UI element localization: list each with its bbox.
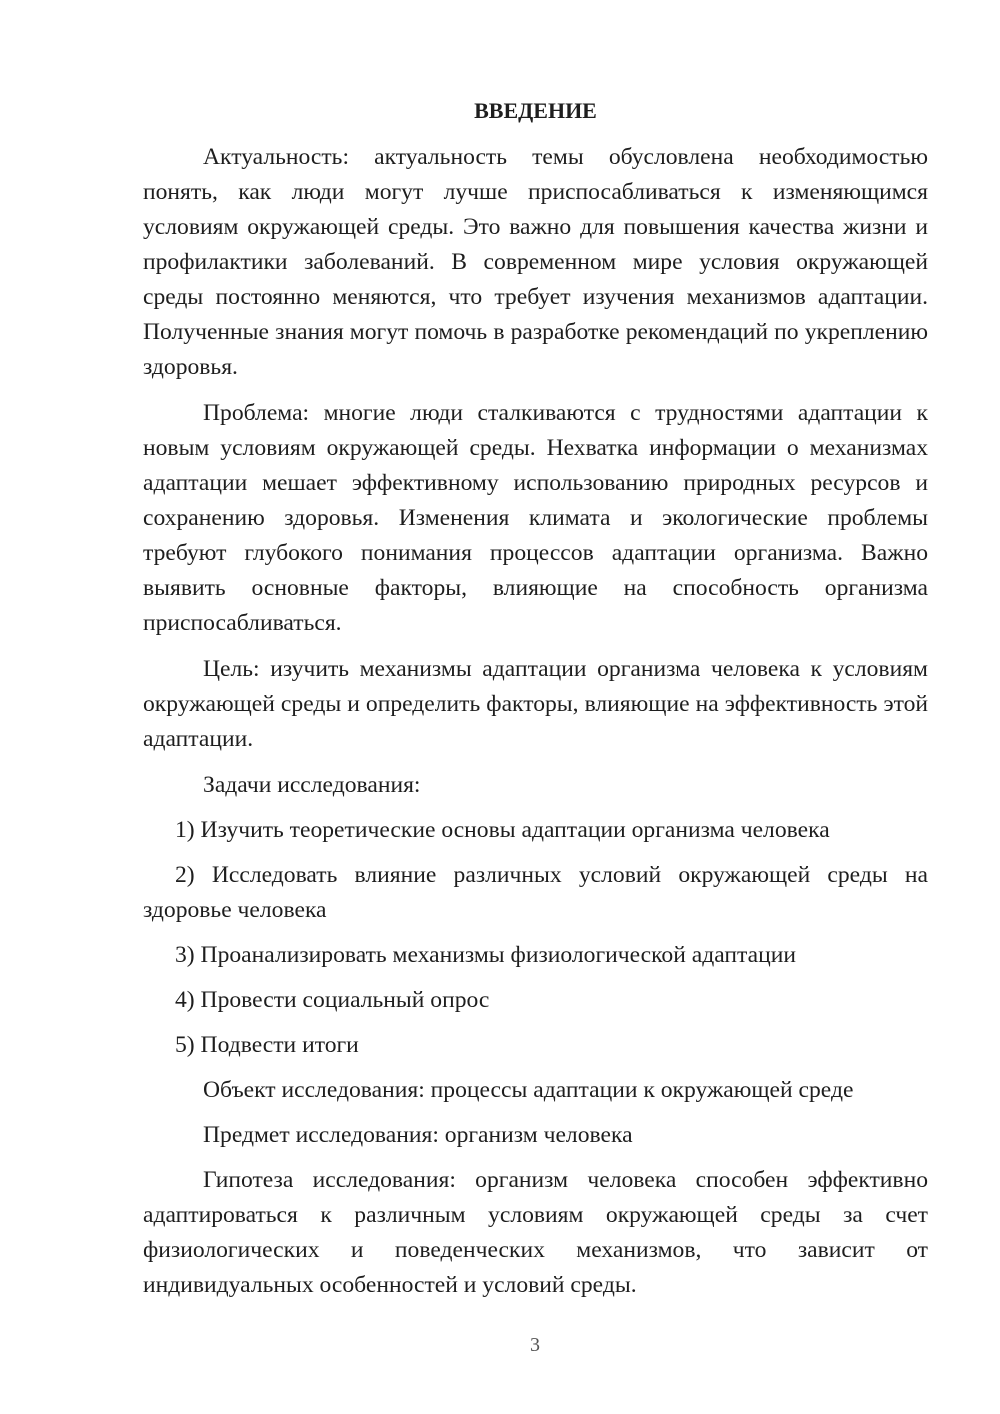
task-item: 4) Провести социальный опрос [175,987,490,1013]
relevance-paragraph: Актуальность: актуальность темы обусловлена необходимостью понять, как люди могут лучше приспосабливаться к изменяющимся условиям окружающей среды. Это важно для повышения качества жизни и профилактики заболеваний. В современном мире условия окружающей среды постоянно меняются, что требует изучения механизмов адаптации. Полученные знания могут помочь в разработке рекомендаций по укреплению здоровья. [143,144,928,380]
research-subject: Предмет исследования: организм человека [203,1122,633,1148]
task-item: 3) Проанализировать механизмы физиологической адаптации [175,942,796,968]
task-item: 5) Подвести итоги [175,1032,359,1058]
task-item: 1) Изучить теоретические основы адаптации организма человека [175,817,830,843]
document-body [143,96,928,1314]
page-number: 3 [530,1334,540,1356]
page-title: ВВЕДЕНИЕ [474,98,597,123]
problem-paragraph: Проблема: многие люди сталкиваются с трудностями адаптации к новым условиям окружающей среды. Нехватка информации о механизмах адаптации мешает эффективному использованию природных ресурсов и сохранению здоровья. Изменения климата и экологические проблемы требуют глубокого понимания процессов адаптации организма. Важно выявить основные факторы, влияющие на способность организма приспосабливаться. [143,400,928,636]
tasks-heading: Задачи исследования: [203,772,421,798]
hypothesis-paragraph: Гипотеза исследования: организм человека способен эффективно адаптироваться к различным условиям окружающей среды за счет физиологических и поведенческих механизмов, что зависит от индивидуальных особенностей и условий среды. [143,1167,928,1298]
goal-paragraph: Цель: изучить механизмы адаптации организма человека к условиям окружающей среды и определить факторы, влияющие на эффективность этой адаптации. [143,656,928,752]
research-object: Объект исследования: процессы адаптации к окружающей среде [203,1077,854,1103]
task-item: 2) Исследовать влияние различных условий окружающей среды на здоровье человека [143,862,928,923]
